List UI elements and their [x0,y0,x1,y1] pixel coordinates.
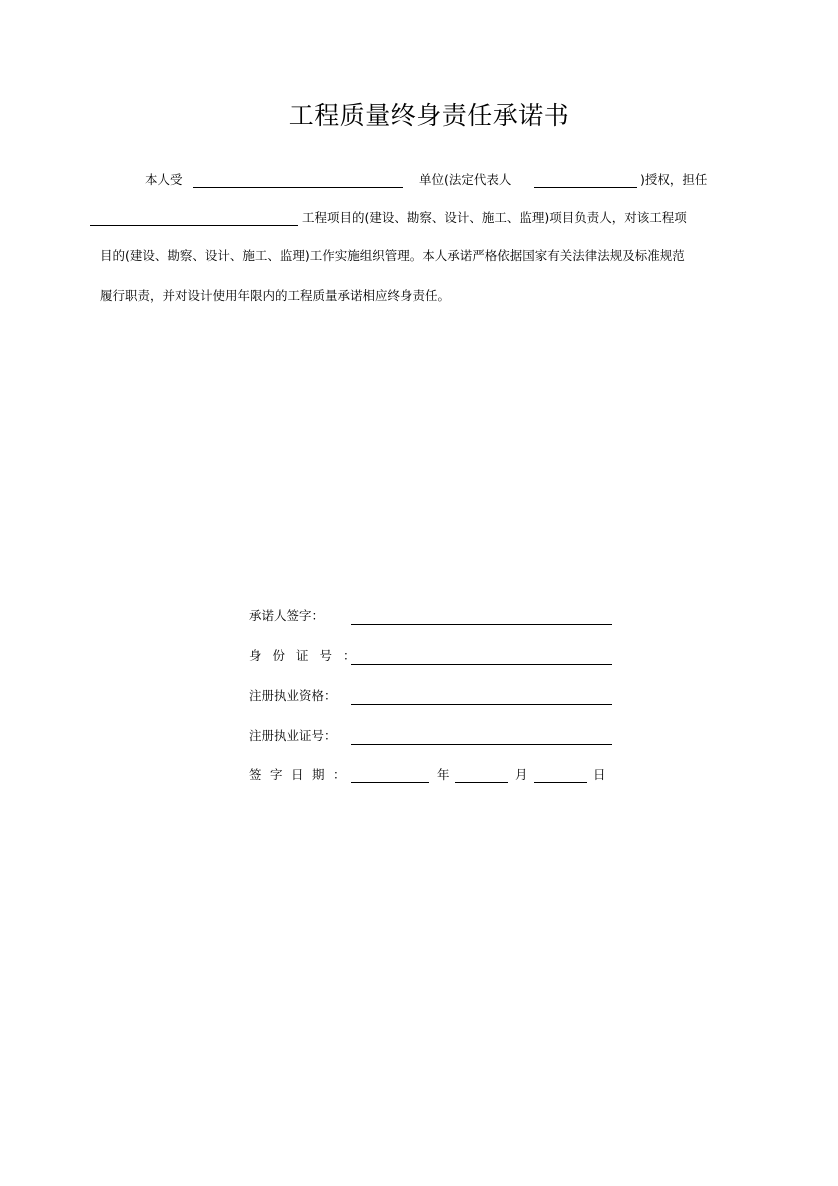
page-title: 工程质量终身责任承诺书 [288,101,570,130]
authorization-prefix: 本人受 [145,172,183,187]
legal-representative-blank[interactable] [534,187,637,188]
year-label: 年 [437,767,450,782]
project-name-blank[interactable] [90,225,298,226]
unit-legal-rep-label: 单位(法定代表人 [419,172,512,187]
paragraph-line-3: 目的(建设、勘察、设计、施工、监理)工作实施组织管理。本人承诺严格依据国家有关法律法规及标准规范 [100,248,685,263]
date-year-field[interactable] [351,782,429,783]
sign-date-label: 签字日期： [249,767,355,782]
id-number-label: 身份证号： [249,648,367,663]
promisor-signature-label: 承诺人签字： [249,608,325,623]
month-label: 月 [515,767,528,782]
certificate-number-field[interactable] [351,744,612,745]
date-day-field[interactable] [534,782,587,783]
qualification-field[interactable] [351,704,612,705]
authorization-suffix: )授权，担任 [640,172,708,187]
authorizing-unit-blank[interactable] [193,187,403,188]
paragraph-line-4: 履行职责，并对设计使用年限内的工程质量承诺相应终身责任。 [100,288,451,303]
id-number-field[interactable] [351,664,612,665]
certificate-number-label: 注册执业证号： [249,728,337,743]
paragraph-line-2: 工程项目的(建设、勘察、设计、施工、监理)项目负责人，对该工程项 [302,210,687,225]
day-label: 日 [593,767,606,782]
date-month-field[interactable] [455,782,508,783]
promisor-signature-field[interactable] [351,624,612,625]
qualification-label: 注册执业资格： [249,688,337,703]
